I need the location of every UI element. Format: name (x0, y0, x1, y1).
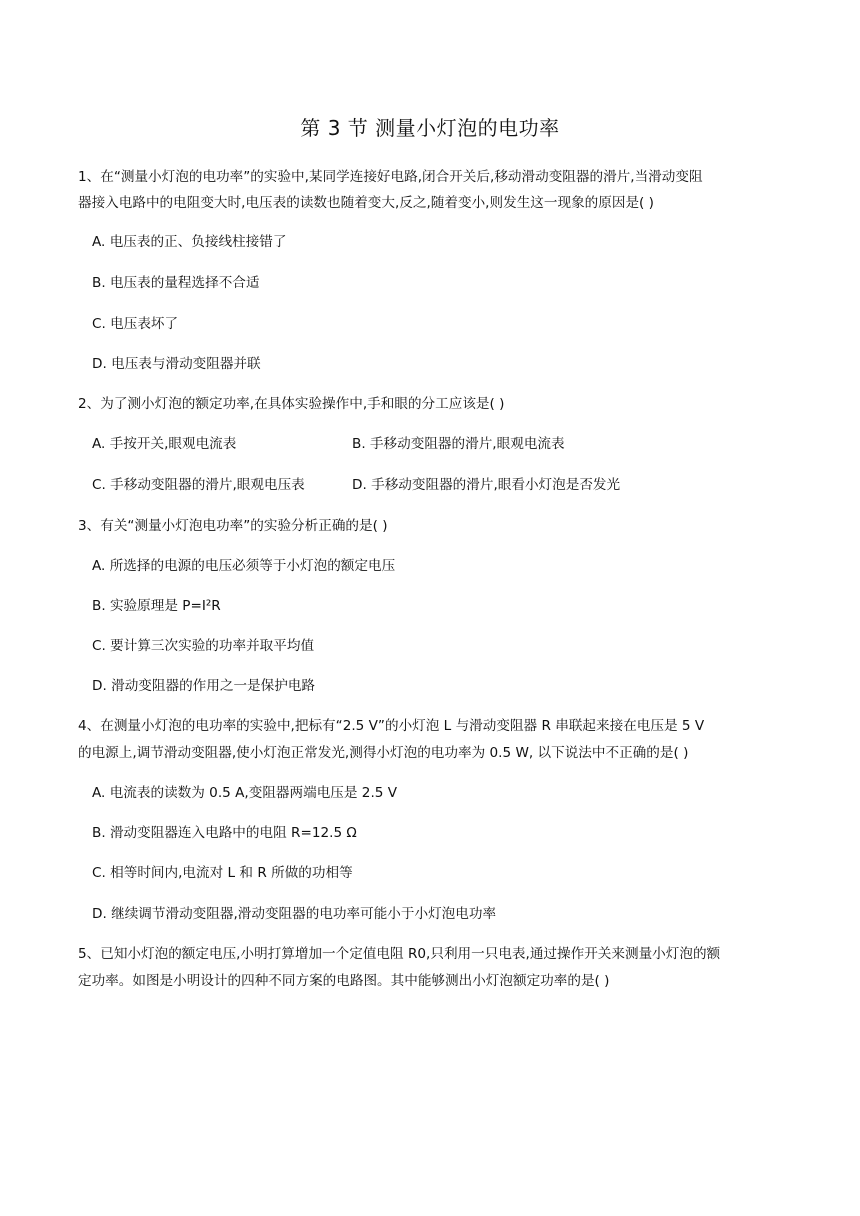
question-1-option-a: A. 电压表的正、负接线柱接错了 (92, 234, 287, 250)
question-3-option-a: A. 所选择的电源的电压必须等于小灯泡的额定电压 (92, 558, 396, 574)
question-4-option-c: C. 相等时间内,电流对 L 和 R 所做的功相等 (92, 865, 353, 881)
question-3-line-1: 3、有关“测量小灯泡电功率”的实验分析正确的是( ) (78, 518, 388, 534)
question-2-option-d: D. 手移动变阻器的滑片,眼看小灯泡是否发光 (352, 477, 621, 493)
question-5-line-2: 定功率。如图是小明设计的四种不同方案的电路图。其中能够测出小灯泡额定功率的是( ) (78, 973, 610, 989)
question-4-line-1: 4、在测量小灯泡的电功率的实验中,把标有“2.5 V”的小灯泡 L 与滑动变阻器 R 串联起来接在电压是 5 V (78, 718, 705, 734)
question-1-line-2: 器接入电路中的电阻变大时,电压表的读数也随着变大,反之,随着变小,则发生这一现象的原因是( ) (78, 195, 654, 211)
question-1-option-c: C. 电压表坏了 (92, 316, 179, 332)
question-4-line-2: 的电源上,调节滑动变阻器,使小灯泡正常发光,测得小灯泡的电功率为 0.5 W, 以下说法中不正确的是( ) (78, 745, 689, 761)
question-1-option-b: B. 电压表的量程选择不合适 (92, 275, 260, 291)
question-4-option-d: D. 继续调节滑动变阻器,滑动变阻器的电功率可能小于小灯泡电功率 (92, 906, 497, 922)
question-2-option-b: B. 手移动变阻器的滑片,眼观电流表 (352, 436, 565, 452)
question-3-option-c: C. 要计算三次实验的功率并取平均值 (92, 638, 315, 654)
page-title: 第 3 节 测量小灯泡的电功率 (300, 116, 560, 140)
question-3-option-b: B. 实验原理是 P=I²R (92, 598, 221, 614)
question-3-option-d: D. 滑动变阻器的作用之一是保护电路 (92, 678, 316, 694)
question-4-option-a: A. 电流表的读数为 0.5 A,变阻器两端电压是 2.5 V (92, 785, 398, 801)
question-2-option-c: C. 手移动变阻器的滑片,眼观电压表 (92, 477, 305, 493)
question-5-line-1: 5、已知小灯泡的额定电压,小明打算增加一个定值电阻 R0,只利用一只电表,通过操作开关来测量小灯泡的额 (78, 946, 721, 962)
question-2-line-1: 2、为了测小灯泡的额定功率,在具体实验操作中,手和眼的分工应该是( ) (78, 396, 505, 412)
question-1-option-d: D. 电压表与滑动变阻器并联 (92, 356, 261, 372)
question-2-option-a: A. 手按开关,眼观电流表 (92, 436, 237, 452)
question-4-option-b: B. 滑动变阻器连入电路中的电阻 R=12.5 Ω (92, 825, 357, 841)
question-1-line-1: 1、在“测量小灯泡的电功率”的实验中,某同学连接好电路,闭合开关后,移动滑动变阻器的滑片,当滑动变阻 (78, 169, 703, 185)
